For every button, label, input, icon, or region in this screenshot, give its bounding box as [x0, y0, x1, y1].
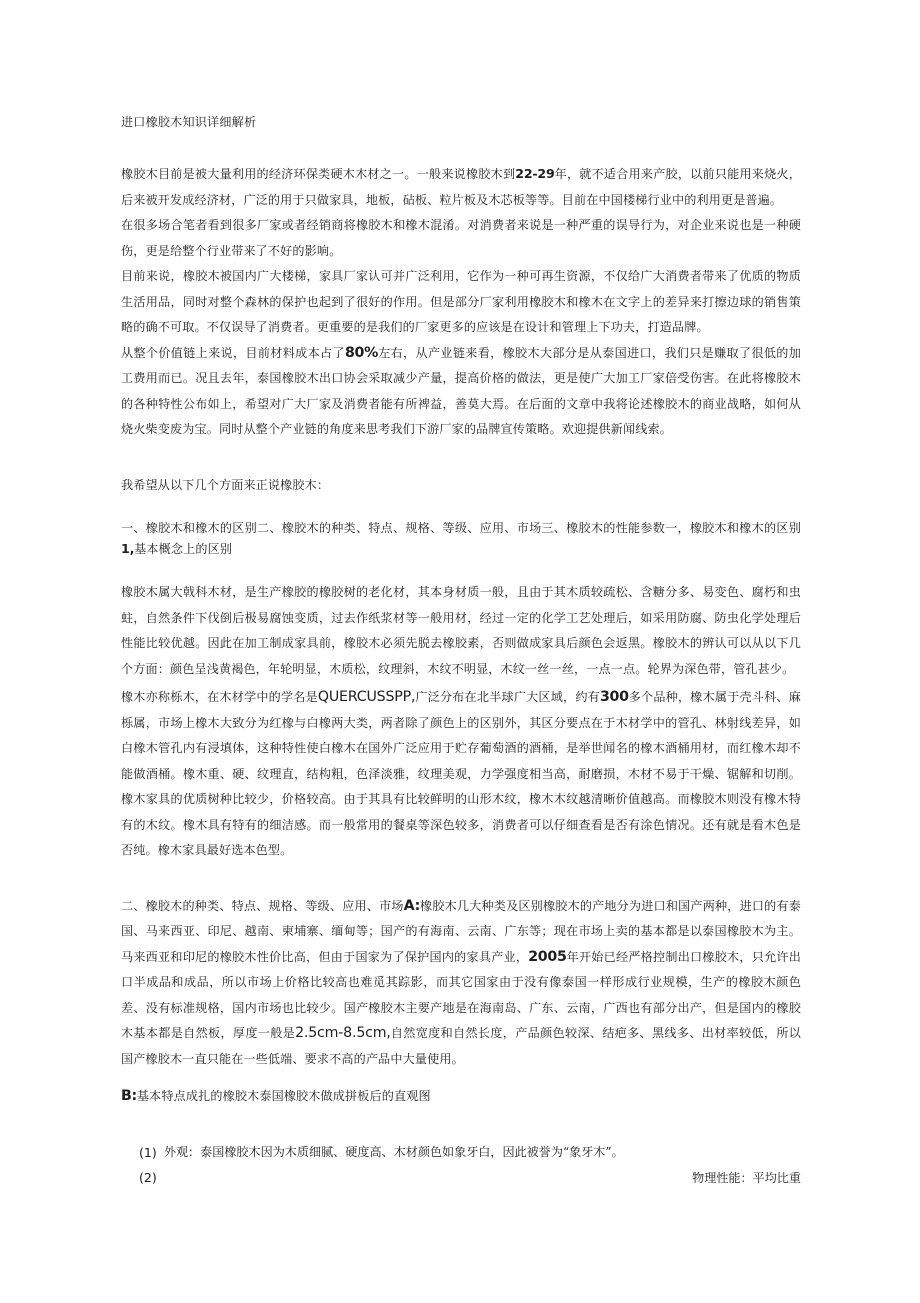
- list-item: [139, 1165, 801, 1191]
- paragraph-1: [121, 161, 801, 213]
- list-item-number: (2): [139, 1169, 157, 1185]
- paragraph-8-number-300: 300: [599, 689, 629, 705]
- page-title: 进口橡胶木知识详细解析: [121, 115, 257, 129]
- paragraph-9-label-a: A:: [403, 897, 420, 914]
- list-item-right-label: 物理性能：平均比重: [692, 1170, 801, 1185]
- paragraph-10-text: 基本特点成扎的橡胶木泰国橡胶木做成拼板后的直观图: [136, 1089, 431, 1103]
- paragraph-10-label-b: B:: [121, 1088, 137, 1104]
- list-item: [139, 1140, 801, 1165]
- paragraph-6-part-b: 基本概念上的区别: [134, 541, 233, 556]
- paragraph-4: [121, 341, 801, 443]
- paragraph-4-part-a: 从整个价值链上来说，目前材料成本占了: [121, 345, 345, 360]
- paragraph-7: 橡胶木属大戟科木材，是生产橡胶的橡胶树的老化材，其本身材质一般，且由于其木质较疏松、含糖分多、易变色、腐朽和虫蛀，自然条件下伐倒后极易腐蚀变质，过去作纸浆材等一般用材，经过一定的化学工艺处理后，如采用防腐、防虫化学处理后性能比较优越。因此在加工制成家具前，橡胶木必须先脱去橡胶素，否则做成家具后颜色会返黑。橡胶木的辨认可以从以下几个方面：颜色呈浅黄褐色，年轮明显，木质松，纹理斜，木纹不明显，木纹一丝一丝，一点一点。轮界为深色带，管孔甚少。: [121, 585, 801, 676]
- paragraph-9-thickness-range: 2.5cm-8.5cm,: [295, 1025, 391, 1041]
- paragraph-6-number: 1,: [121, 540, 135, 556]
- paragraph-8-part-b: 广泛分布在北半球广大区域，约有: [415, 690, 600, 704]
- paragraph-9-part-d: 自然宽度和自然长度，产品颜色较深、结疤多、黑线多、出材率较低，所以国产橡胶木一直只能在一些低端、要求不高的产品中大量使用。: [121, 1026, 801, 1066]
- paragraph-9-part-b: 橡胶木几大种类及区别橡胶木的产地分为进口和国产两种，进口的有泰国、马来西亚、印尼、越南、柬埔寨、缅甸等；国产的有海南、云南、广东等；现在市场上卖的基本都是以泰国橡胶木为主。马来西亚和印尼的橡胶木性价比高，但由于国家为了保护国内的家具产业，: [121, 898, 801, 964]
- list-item-number: (1): [139, 1144, 157, 1160]
- paragraph-10: [121, 1084, 801, 1110]
- paragraph-8: [121, 685, 801, 864]
- paragraph-8-part-c: 多个品种，橡木属于壳斗科、麻栎属，市场上橡木大致分为红橡与白橡两大类，两者除了颜色上的区别外，其区分要点在于木材学中的管孔、林射线差异，如白橡木管孔内有浸填体，这种特性使白橡木在国外广泛应用于贮存葡萄酒的酒桶，是举世闻名的橡木酒桶用材，而红橡木却不能做酒桶。橡木重、硬、纹理直，结构粗，色泽淡雅，纹理美观，力学强度相当高，耐磨损，木材不易于干燥、锯解和切削。橡木家具的优质树种比较少，价格较高。由于其具有比较鲜明的山形木纹，橡木木纹越清晰价值越高。而橡胶木则没有橡木特有的木纹。橡木具有特有的细洁感。而一般常用的餐桌等深色较多，消费者可以仔细查看是否有涂色情况。还有就是看木色是否纯。橡木家具最好选本色型。: [121, 690, 801, 857]
- paragraph-8-part-a: 橡木亦称栎木，在木材学中的学名是: [121, 690, 318, 704]
- paragraph-1-part-a: 橡胶木目前是被大量利用的经济环保类硬木木材之一。一般来说橡胶木到: [121, 167, 516, 181]
- paragraph-6-part-a: 一、橡胶木和橡木的区别二、橡胶木的种类、特点、规格、等级、应用、市场三、橡胶木的性能参数一，橡胶木和橡木的区别: [121, 521, 801, 535]
- paragraph-1-part-b: 年，就不适合用来产胶，以前只能用来烧火，后来被开发成经济材，广泛的用于只做家具，地板，砧板、粒片板及木芯板等等。目前在中国楼梯行业中的利用更是普遍。: [121, 167, 801, 207]
- list-item-text: 外观：泰国橡胶木因为木质细腻、硬度高、木材颜色如象牙白，因此被誉为“象牙木”。: [163, 1144, 624, 1159]
- paragraph-9: [121, 894, 801, 1073]
- paragraph-2: 在很多场合笔者看到很多厂家或者经销商将橡胶木和橡木混淆。对消费者来说是一种严重的误导行为，对企业来说也是一种硬伤，更是给整个行业带来了不好的影响。: [121, 218, 801, 258]
- paragraph-1-number: 22-29: [515, 166, 555, 181]
- paragraph-9-part-c: 年开始已经严格控制出口橡胶木，只允许出口半成品和成品，所以市场上价格比较高也难觅其踪影，而其它国家由于没有像泰国一样形成行业规模，生产的橡胶木颜色差、没有标准规格，国内市场也比较少。国产橡胶木主要产地是在海南岛、广东、云南，广西也有部分出产，但是国内的橡胶木基本都是自然板，厚度一般是: [121, 949, 801, 1040]
- paragraph-4-part-b: 左右，从产业链来看，橡胶木大部分是从泰国进口，我们只是赚取了很低的加工费用而已。况且去年，泰国橡胶木出口协会采取减少产量，提高价格的做法，更是使广大加工厂家倍受伤害。在此将橡胶木的各种特性公布如上，希望对广大厂家及消费者能有所裨益，善莫大焉。在后面的文章中我将论述橡胶木的商业战略，如何从烧火柴变废为宝。同时从整个产业链的角度来思考我们下游厂家的品牌宣传策略。欢迎提供新闻线索。: [121, 345, 801, 436]
- document-body: [121, 0, 801, 1191]
- paragraph-9-year-2005: 2005: [528, 948, 567, 965]
- paragraph-5: 我希望从以下几个方面来正说橡胶木：: [121, 477, 330, 492]
- paragraph-9-part-a: 二、橡胶木的种类、特点、规格、等级、应用、市场: [121, 898, 404, 913]
- paragraph-3: 目前来说，橡胶木被国内广大楼梯，家具厂家认可并广泛利用，它作为一种可再生资源，不仅给广大消费者带来了优质的物质生活用品，同时对整个森林的保护也起到了很好的作用。但是部分厂家利用橡胶木和橡木在文字上的差异来打擦边球的销售策略的确不可取。不仅误导了消费者。更重要的是我们的厂家更多的应该是在设计和管理上下功夫，打造品牌。: [121, 269, 801, 334]
- paragraph-6-outline: [121, 519, 801, 559]
- paragraph-8-latin-quercusspp: QUERCUSSPP,: [317, 689, 416, 705]
- paragraph-4-percent: 80%: [344, 344, 378, 361]
